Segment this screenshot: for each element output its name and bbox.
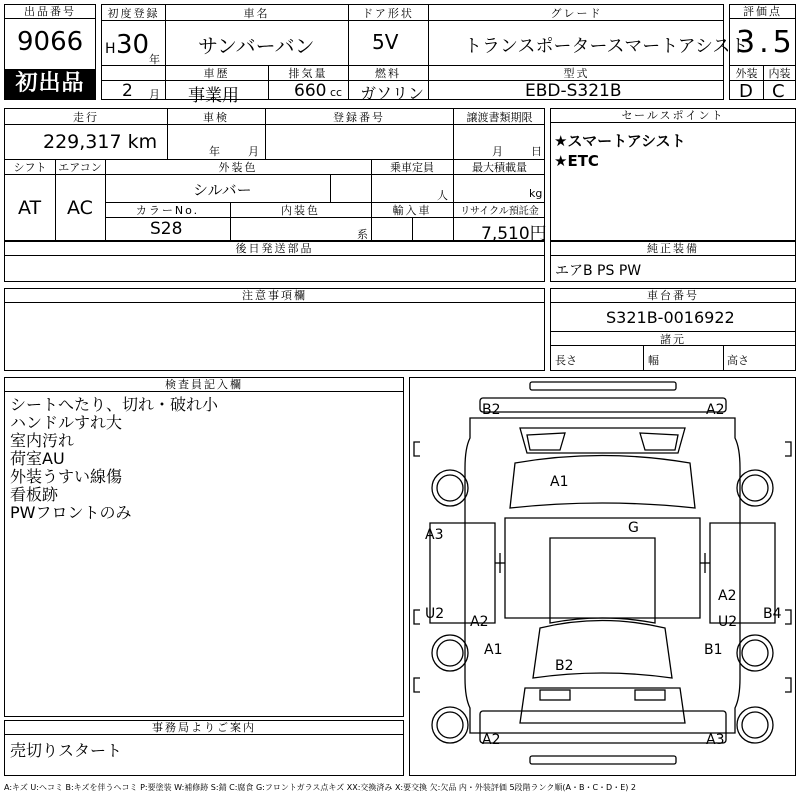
office-label: 事務局よりご案内	[5, 721, 403, 735]
exterior-color-label: 外装色	[218, 161, 258, 174]
fuel-label: 燃料	[375, 67, 401, 80]
transfer-day: 日	[531, 145, 542, 158]
mark-a2-front: A2	[706, 402, 725, 418]
sales-points-box	[550, 108, 796, 241]
score-label: 評価点	[730, 5, 795, 19]
mark-a2-left: A2	[470, 614, 489, 630]
car-diagram	[410, 378, 795, 775]
mark-a2-rear: A2	[482, 732, 501, 748]
import-label: 輸入車	[392, 204, 432, 217]
mileage: 229,317 km	[43, 131, 158, 153]
note-line: ハンドルすれ大	[10, 413, 123, 432]
inspection-year-unit: 年	[209, 145, 220, 158]
displacement: 660	[294, 81, 327, 101]
first-listing-text: 初出品	[15, 71, 85, 96]
equipment-box	[550, 241, 796, 282]
sales-point-1: ★スマートアシスト	[554, 132, 686, 150]
model-label: 型式	[563, 67, 590, 80]
mark-b2-rear: B2	[555, 658, 574, 674]
car-name-label: 車名	[243, 7, 270, 20]
chassis-label: 車台番号	[551, 289, 795, 303]
score: 3.5	[736, 25, 796, 60]
spec-length: 長さ	[555, 354, 577, 367]
color-number-label: カラーNo.	[135, 204, 200, 217]
capacity-label: 乗車定員	[390, 161, 434, 174]
interior-color-unit: 系	[357, 228, 368, 241]
note-line: 看板跡	[10, 485, 59, 504]
inspection-label: 車検	[203, 111, 229, 124]
year-unit: 年	[149, 53, 160, 66]
displacement-label: 排気量	[288, 67, 328, 80]
first-listing-badge	[5, 69, 95, 99]
model: EBD-S321B	[525, 81, 622, 101]
interior-grade: C	[772, 81, 785, 102]
mark-b2-front: B2	[482, 402, 501, 418]
shift: AT	[18, 197, 42, 219]
office-note: 売切りスタート	[10, 741, 123, 760]
inspection-month-unit: 月	[248, 145, 259, 158]
exterior-grade: D	[739, 81, 753, 102]
inspector-notes	[10, 396, 218, 522]
vehicle-detail-box	[4, 108, 547, 244]
mark-g-windshield: G	[628, 520, 639, 536]
inspector-label: 検査員記入欄	[5, 378, 403, 392]
door-label: ドア形状	[362, 7, 414, 20]
chassis-number: S321B-0016922	[606, 308, 735, 327]
equipment-label: 純正装備	[551, 242, 795, 256]
fuel: ガソリン	[360, 84, 425, 103]
chassis-box	[550, 288, 796, 371]
month-unit: 月	[149, 88, 160, 101]
capacity-unit: 人	[437, 189, 448, 202]
transfer-label: 譲渡書類期限	[466, 111, 533, 124]
interior-color-label: 内装色	[281, 204, 320, 217]
mileage-label: 走行	[73, 111, 99, 124]
first-reg-year: 30	[116, 30, 150, 60]
recycle-fee: 7,510円	[481, 224, 547, 244]
office-box	[4, 720, 404, 776]
equipment-value: エアB PS PW	[555, 263, 642, 279]
color-number: S28	[150, 219, 183, 239]
car-name: サンバーバン	[198, 34, 315, 58]
inspector-box	[4, 377, 404, 717]
note-line: PWフロントのみ	[10, 503, 132, 522]
mark-a1-left: A1	[484, 642, 503, 658]
history: 事業用	[188, 86, 239, 106]
first-reg-month: 2	[122, 81, 133, 101]
sales-points-label: セールスポイント	[551, 109, 795, 123]
mark-b1-right: B1	[704, 642, 723, 658]
score-box	[729, 4, 796, 100]
load-unit: kg	[529, 187, 543, 200]
recycle-label: リサイクル預託金	[460, 206, 539, 217]
displacement-unit: cc	[330, 86, 343, 99]
lot-number: 9066	[17, 27, 84, 57]
era: H	[105, 41, 116, 57]
exterior-label: 外装	[735, 67, 758, 80]
grade-label: グレード	[550, 7, 603, 20]
mark-a2-right: A2	[718, 588, 737, 604]
note-line: 室内汚れ	[10, 431, 75, 450]
grade: トランスポータースマートアシスト	[464, 36, 749, 57]
mark-a3-left: A3	[425, 527, 444, 543]
transfer-month: 月	[492, 145, 503, 158]
plate-label: 登録番号	[333, 111, 385, 124]
specs-label: 諸元	[660, 333, 686, 346]
later-parts-label: 後日発送部品	[5, 242, 544, 256]
interior-label: 内装	[768, 67, 791, 80]
aircon-label: エアコン	[58, 161, 102, 174]
shift-label: シフト	[13, 161, 47, 174]
legend-footer: A:キズ U:ヘコミ B:キズを伴うヘコミ P:要塗装 W:補修跡 S:錆 C:腐食 G:フロントガラス点キズ XX:交換済み X:要交換 欠:欠品 内・外装評価 5段階ランク順(A・B・C・D・E) 2	[4, 783, 637, 792]
caution-box	[4, 288, 545, 371]
note-line: シートへたり、切れ・破れ小	[10, 395, 219, 414]
mark-a3-rear: A3	[706, 732, 725, 748]
door-type: 5V	[372, 30, 399, 54]
caution-label: 注意事項欄	[5, 289, 544, 303]
lot-number-box	[4, 4, 96, 100]
spec-width: 幅	[648, 354, 659, 367]
mark-u2-right: U2	[718, 614, 738, 630]
mark-b4-right: B4	[763, 606, 782, 622]
spec-height: 高さ	[727, 354, 749, 367]
aircon: AC	[67, 197, 93, 219]
load-label: 最大積載量	[472, 161, 527, 174]
mark-u2-left: U2	[425, 606, 445, 622]
note-line: 荷室AU	[10, 449, 65, 468]
mark-a1-roof: A1	[550, 474, 569, 490]
later-parts-box	[4, 241, 545, 282]
note-line: 外装うすい線傷	[10, 467, 123, 486]
exterior-color: シルバー	[193, 181, 252, 199]
history-label: 車歴	[203, 67, 230, 80]
first-registration-label: 初度登録	[107, 7, 160, 20]
sales-point-2: ★ETC	[554, 152, 599, 170]
damage-diagram-box	[409, 377, 796, 776]
lot-number-label: 出品番号	[5, 5, 95, 19]
